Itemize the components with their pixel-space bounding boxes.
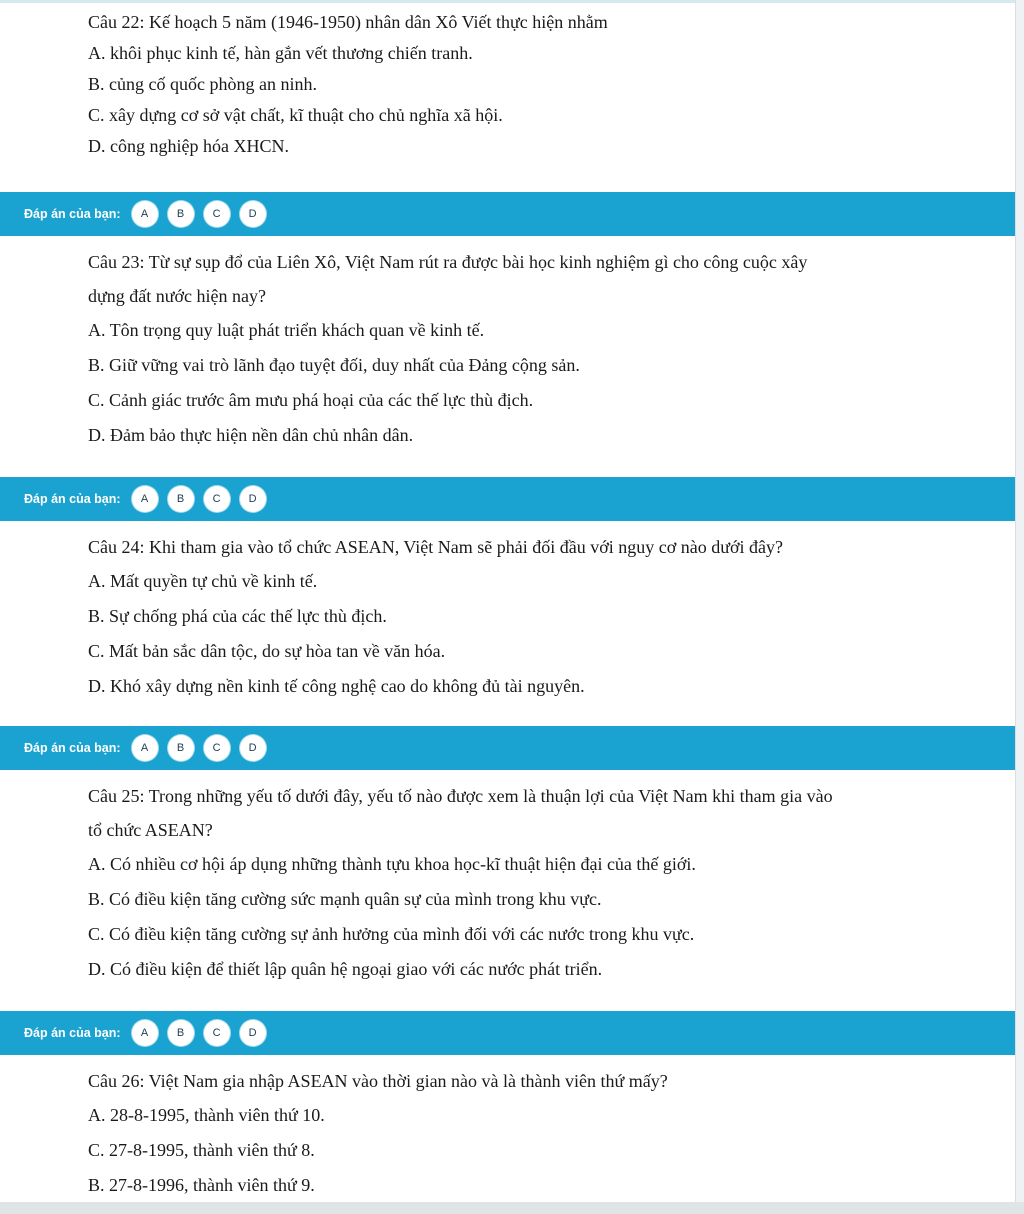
- choice-a-button[interactable]: A: [132, 1020, 158, 1046]
- choice-c-button[interactable]: C: [204, 486, 230, 512]
- option-b: B. Giữ vững vai trò lãnh đạo tuyệt đối, duy nhất của Đảng cộng sản.: [88, 355, 580, 375]
- choice-c-button[interactable]: C: [204, 1020, 230, 1046]
- question-22: [88, 7, 968, 162]
- question-text: Câu 22: Kế hoạch 5 năm (1946-1950) nhân dân Xô Viết thực hiện nhằm: [88, 12, 608, 32]
- question-24: [88, 530, 968, 704]
- choice-b-button[interactable]: B: [168, 1020, 194, 1046]
- question-text: Câu 23: Từ sự sụp đổ của Liên Xô, Việt Nam rút ra được bài học kinh nghiệm gì cho công cuộc xây: [88, 252, 808, 272]
- question-text-continued: dựng đất nước hiện nay?: [88, 286, 266, 306]
- option-d: D. Đảm bảo thực hiện nền dân chủ nhân dân.: [88, 425, 414, 445]
- bottom-scroll-area: [0, 1202, 1024, 1214]
- answer-label: Đáp án của bạn:: [24, 741, 121, 755]
- choice-c-button[interactable]: C: [204, 201, 230, 227]
- choice-b-button[interactable]: B: [168, 486, 194, 512]
- answer-bar-24: [0, 726, 1015, 770]
- option-d: D. Có điều kiện để thiết lập quân hệ ngoại giao với các nước phát triển.: [88, 959, 603, 979]
- choice-d-button[interactable]: D: [240, 201, 266, 227]
- top-divider: [0, 0, 1015, 3]
- option-d: D. công nghiệp hóa XHCN.: [88, 136, 289, 156]
- question-text: Câu 26: Việt Nam gia nhập ASEAN vào thời gian nào và là thành viên thứ mấy?: [88, 1071, 668, 1091]
- answer-bar-23: [0, 477, 1015, 521]
- choice-d-button[interactable]: D: [240, 1020, 266, 1046]
- question-26: [88, 1064, 968, 1202]
- option-a: A. Tôn trọng quy luật phát triển khách quan về kinh tế.: [88, 320, 485, 340]
- choice-d-button[interactable]: D: [240, 486, 266, 512]
- option-c: C. Mất bản sắc dân tộc, do sự hòa tan về văn hóa.: [88, 641, 446, 661]
- question-text-continued: tổ chức ASEAN?: [88, 820, 213, 840]
- question-text: Câu 25: Trong những yếu tố dưới đây, yếu tố nào được xem là thuận lợi của Việt Nam khi tham gia vào: [88, 786, 833, 806]
- choice-c-button[interactable]: C: [204, 735, 230, 761]
- answer-bar-25: [0, 1011, 1015, 1055]
- option-c: C. 27-8-1995, thành viên thứ 8.: [88, 1140, 315, 1160]
- choice-a-button[interactable]: A: [132, 735, 158, 761]
- question-text: Câu 24: Khi tham gia vào tổ chức ASEAN, Việt Nam sẽ phải đối đầu với nguy cơ nào dưới đây?: [88, 537, 784, 557]
- question-23: [88, 245, 968, 453]
- option-a: A. khôi phục kinh tế, hàn gắn vết thương chiến tranh.: [88, 43, 473, 63]
- option-c: C. Cảnh giác trước âm mưu phá hoại của các thế lực thù địch.: [88, 390, 534, 410]
- option-a: A. Có nhiều cơ hội áp dụng những thành tựu khoa học-kĩ thuật hiện đại của thế giới.: [88, 854, 696, 874]
- option-b: B. Có điều kiện tăng cường sức mạnh quân sự của mình trong khu vực.: [88, 889, 602, 909]
- option-c: C. Có điều kiện tăng cường sự ảnh hưởng của mình đối với các nước trong khu vực.: [88, 924, 695, 944]
- option-b: B. củng cố quốc phòng an ninh.: [88, 74, 317, 94]
- choice-b-button[interactable]: B: [168, 201, 194, 227]
- option-a: A. 28-8-1995, thành viên thứ 10.: [88, 1105, 325, 1125]
- question-25: [88, 779, 968, 987]
- option-a: A. Mất quyền tự chủ về kinh tế.: [88, 571, 318, 591]
- answer-label: Đáp án của bạn:: [24, 1026, 121, 1040]
- answer-label: Đáp án của bạn:: [24, 492, 121, 506]
- choice-a-button[interactable]: A: [132, 201, 158, 227]
- choice-d-button[interactable]: D: [240, 735, 266, 761]
- option-b: B. Sự chống phá của các thế lực thù địch.: [88, 606, 387, 626]
- choice-b-button[interactable]: B: [168, 735, 194, 761]
- answer-label: Đáp án của bạn:: [24, 207, 121, 221]
- answer-bar-22: [0, 192, 1015, 236]
- option-b: B. 27-8-1996, thành viên thứ 9.: [88, 1175, 315, 1195]
- option-d: D. Khó xây dựng nền kinh tế công nghệ cao do không đủ tài nguyên.: [88, 676, 585, 696]
- option-c: C. xây dựng cơ sở vật chất, kĩ thuật cho chủ nghĩa xã hội.: [88, 105, 503, 125]
- choice-a-button[interactable]: A: [132, 486, 158, 512]
